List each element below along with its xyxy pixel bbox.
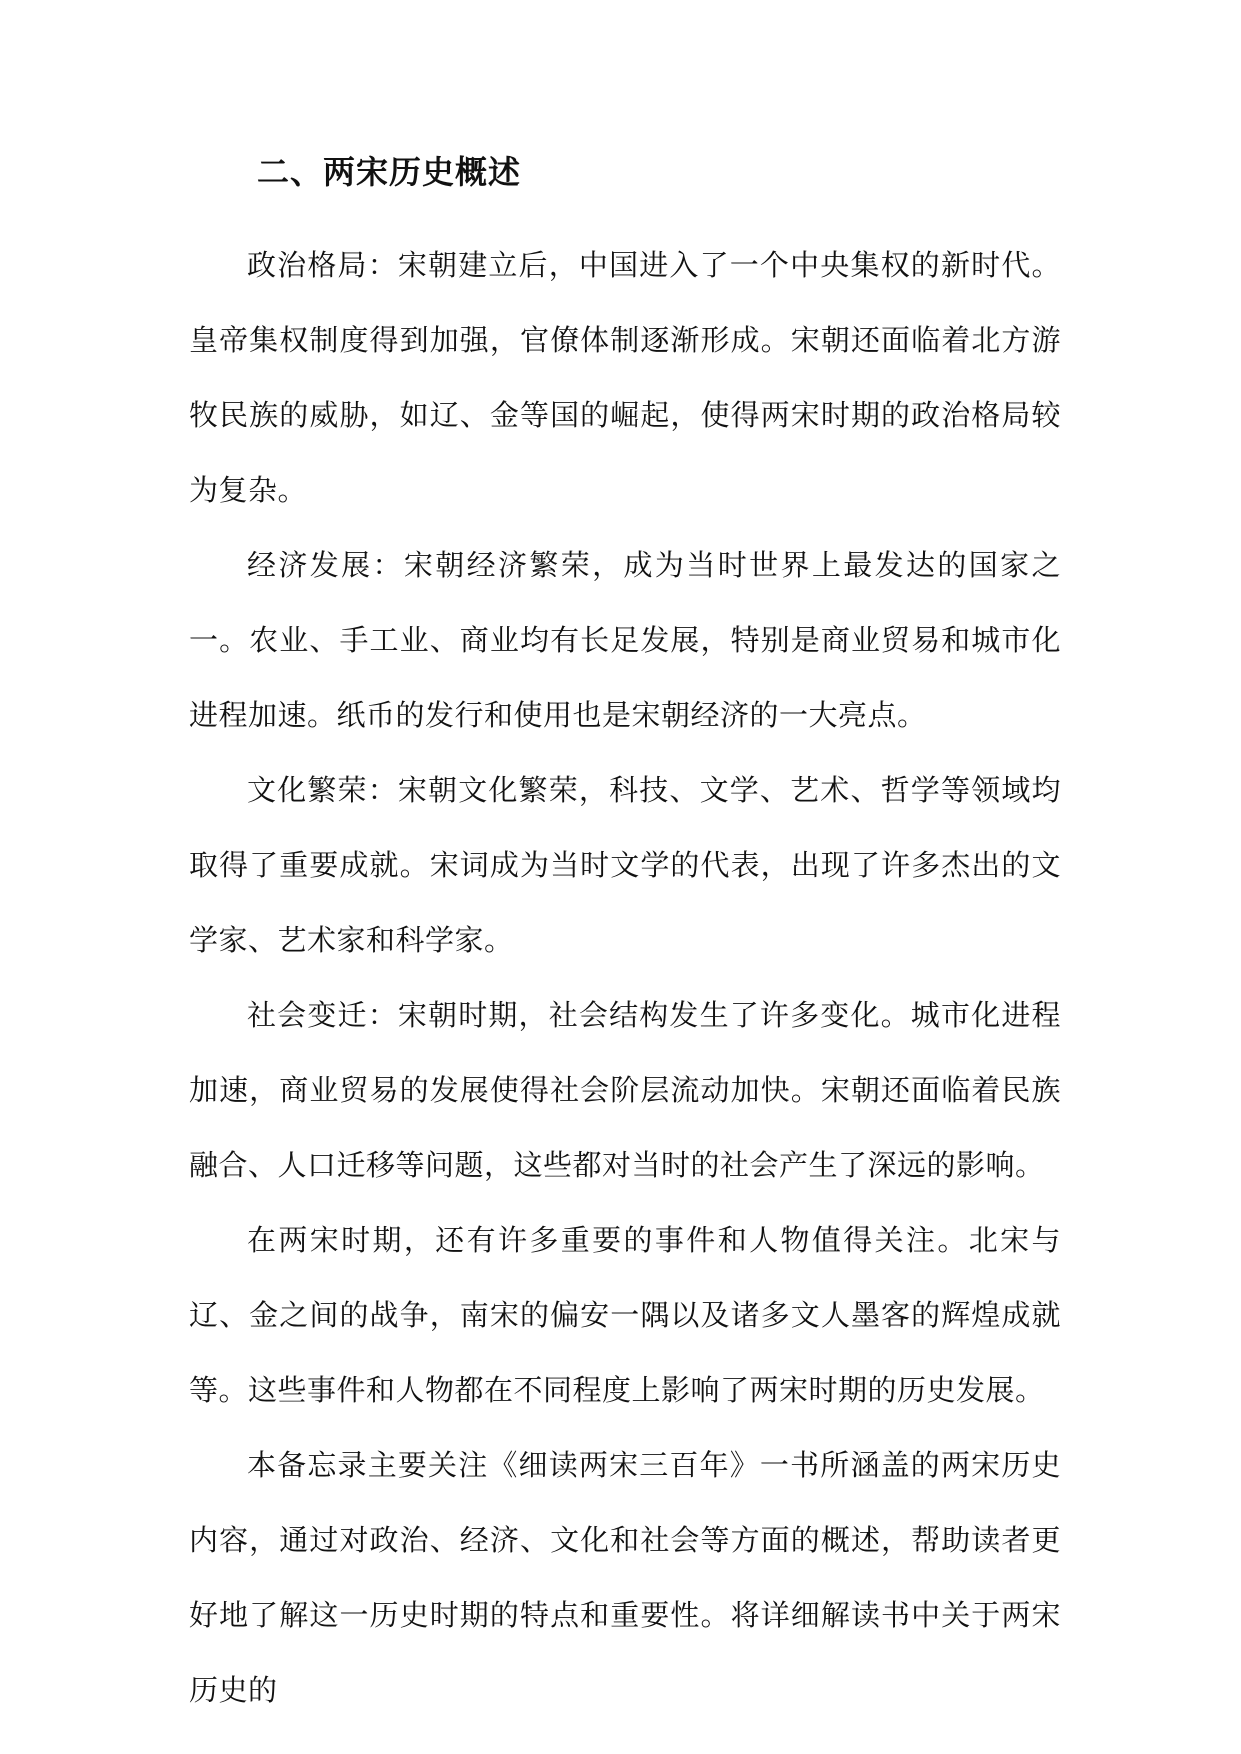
paragraph-events: 在两宋时期，还有许多重要的事件和人物值得关注。北宋与辽、金之间的战争，南宋的偏安一隅以及诸多文人墨客的辉煌成就等。这些事件和人物都在不同程度上影响了两宋时期的历史发展。 (189, 1223, 1061, 1407)
paragraph-culture: 文化繁荣：宋朝文化繁荣，科技、文学、艺术、哲学等领域均取得了重要成就。宋词成为当时文学的代表，出现了许多杰出的文学家、艺术家和科学家。 (189, 773, 1061, 957)
paragraph-economy: 经济发展：宋朝经济繁荣，成为当时世界上最发达的国家之一。农业、手工业、商业均有长足发展，特别是商业贸易和城市化进程加速。纸币的发行和使用也是宋朝经济的一大亮点。 (189, 548, 1061, 732)
paragraph-memo-scope: 本备忘录主要关注《细读两宋三百年》一书所涵盖的两宋历史内容，通过对政治、经济、文化和社会等方面的概述，帮助读者更好地了解这一历史时期的特点和重要性。将详细解读书中关于两宋历史的 (189, 1448, 1061, 1707)
paragraph-society: 社会变迁：宋朝时期，社会结构发生了许多变化。城市化进程加速，商业贸易的发展使得社会阶层流动加快。宋朝还面临着民族融合、人口迁移等问题，这些都对当时的社会产生了深远的影响。 (189, 998, 1061, 1182)
paragraph-politics: 政治格局：宋朝建立后，中国进入了一个中央集权的新时代。皇帝集权制度得到加强，官僚体制逐渐形成。宋朝还面临着北方游牧民族的威胁，如辽、金等国的崛起，使得两宋时期的政治格局较为复杂。 (189, 248, 1061, 507)
section-heading: 二、两宋历史概述 (257, 153, 522, 191)
body-text (189, 228, 1061, 1728)
